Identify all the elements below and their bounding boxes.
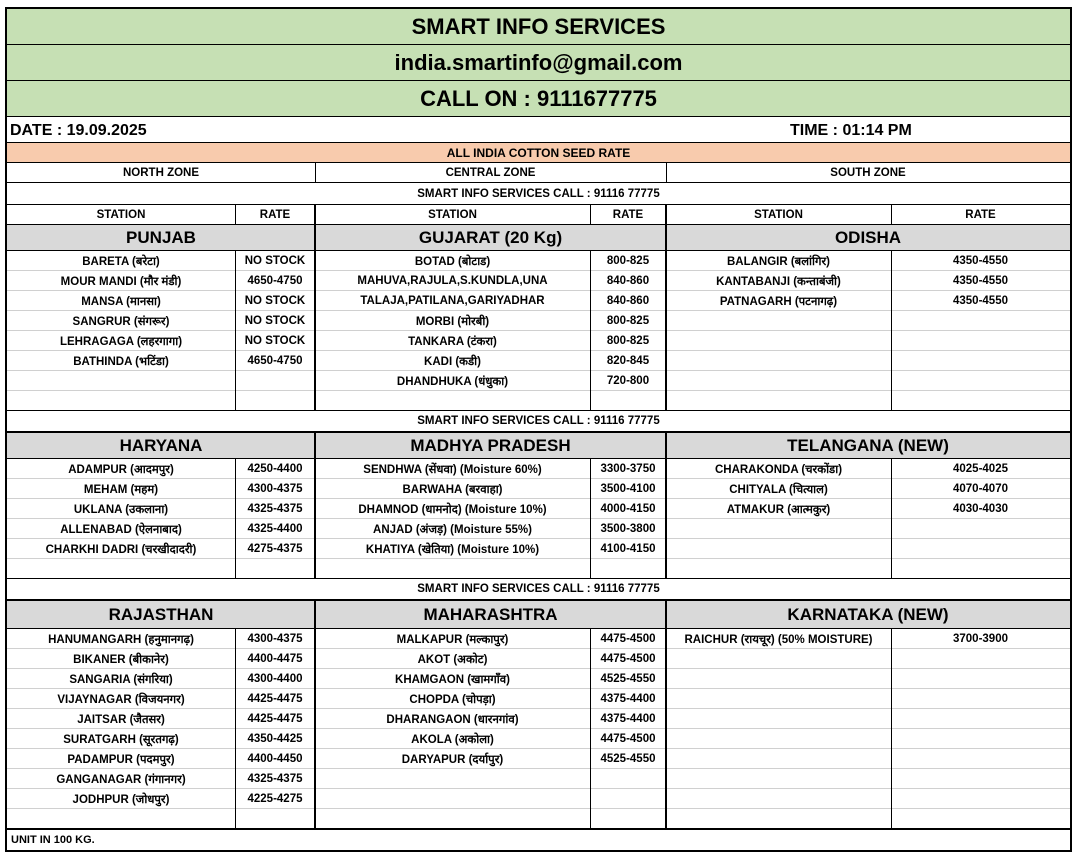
station-rate: 4350-4425 [247, 733, 303, 745]
station-rate: 4425-4475 [247, 693, 303, 705]
station-name: JODHPUR (जोधपुर) [72, 793, 170, 806]
station-name: BATHINDA (भटिंडा) [73, 355, 169, 368]
zone-header: CENTRAL ZONE [315, 163, 666, 183]
station-name: CHOPDA (चोपड़ा) [409, 693, 496, 706]
contact-line: SMART INFO SERVICES CALL : 91116 77775 [7, 411, 1070, 433]
station-name: TALAJA,PATILANA,GARIYADHAR [360, 295, 545, 307]
station-column-header: STATION [666, 205, 891, 225]
station-rate: 720-800 [606, 375, 650, 387]
station-name: JAITSAR (जैतसर) [77, 713, 165, 726]
station-rate: 4025-4025 [953, 463, 1008, 475]
station-rate: 4300-4375 [247, 483, 303, 495]
station-rate: 3500-3800 [600, 523, 656, 535]
station-name: KHATIYA (खेतिया) (Moisture 10%) [365, 543, 540, 556]
station-rate: 4325-4375 [247, 773, 303, 785]
station-rate: 4070-4070 [953, 483, 1008, 495]
station-rate: 4300-4400 [247, 673, 303, 685]
station-rate: 4475-4500 [600, 633, 656, 645]
station-rate: 4400-4450 [247, 753, 303, 765]
station-name: MAHUVA,RAJULA,S.KUNDLA,UNA [357, 275, 548, 287]
station-name: ADAMPUR (आदमपुर) [68, 463, 174, 476]
rate-column-header: RATE [235, 205, 315, 225]
station-name: CHITYALA (चित्याल) [729, 483, 828, 496]
station-rate: 4425-4475 [247, 713, 303, 725]
date-label: DATE : 19.09.2025 [10, 122, 147, 139]
station-rate: 4225-4275 [247, 793, 303, 805]
station-name: MEHAM (महम) [83, 483, 159, 496]
station-name: SURATGARH (सूरतगढ़) [63, 733, 179, 746]
station-rate: 4100-4150 [600, 543, 656, 555]
station-rate: 4000-4150 [600, 503, 656, 515]
station-rate: 4400-4475 [247, 653, 303, 665]
station-name: DARYAPUR (दर्यापुर) [401, 753, 504, 766]
state-header: GUJARAT (20 Kg) [315, 225, 666, 251]
date-time-row [7, 117, 1070, 143]
rate-column-header: RATE [590, 205, 666, 225]
station-rate: 800-825 [606, 255, 650, 267]
station-rate: 4475-4500 [600, 653, 656, 665]
state-header: TELANGANA (NEW) [666, 433, 1070, 459]
rate-column-header: RATE [891, 205, 1070, 225]
station-rate: 3700-3900 [953, 633, 1008, 645]
station-column-header: STATION [7, 205, 235, 225]
station-rate: 4375-4400 [600, 693, 656, 705]
station-name: DHAMNOD (धामनोद) (Moisture 10%) [358, 503, 547, 516]
station-rate: 3500-4100 [600, 483, 656, 495]
station-rate: 800-825 [606, 335, 650, 347]
station-rate: NO STOCK [244, 255, 306, 267]
station-name: BARETA (बरेटा) [82, 255, 160, 268]
contact-line: SMART INFO SERVICES CALL : 91116 77775 [7, 183, 1070, 205]
station-column-header: STATION [315, 205, 590, 225]
state-header: KARNATAKA (NEW) [666, 601, 1070, 629]
station-rate: 4350-4550 [953, 255, 1008, 267]
station-name: HANUMANGARH (हनुमानगढ़) [48, 633, 194, 646]
company-title: SMART INFO SERVICES [7, 9, 1070, 45]
station-rate: 4350-4550 [953, 275, 1008, 287]
station-name: TANKARA (टंकरा) [408, 335, 497, 348]
station-name: BOTAD (बोटाड) [414, 255, 491, 268]
station-rate: 840-860 [606, 275, 650, 287]
station-name: AKOLA (अकोला) [411, 733, 494, 746]
state-header: HARYANA [7, 433, 315, 459]
rate-banner: ALL INDIA COTTON SEED RATE [7, 143, 1070, 163]
time-label: TIME : 01:14 PM [790, 122, 912, 139]
station-name: ALLENABAD (ऐलनाबाद) [60, 523, 182, 536]
station-name: VIJAYNAGAR (विजयनगर) [57, 693, 185, 706]
station-name: KADI (कडी) [424, 355, 481, 368]
station-name: ANJAD (अंजड़) (Moisture 55%) [373, 523, 532, 536]
station-name: LEHRAGAGA (लहरगागा) [59, 335, 183, 348]
station-name: BARWAHA (बरवाहा) [402, 483, 503, 496]
state-header: ODISHA [666, 225, 1070, 251]
station-name: PADAMPUR (पदमपुर) [67, 753, 175, 766]
station-rate: 4525-4550 [600, 753, 656, 765]
station-name: KHAMGAON (खामगाँव) [395, 673, 510, 686]
station-name: GANGANAGAR (गंगानगर) [56, 773, 186, 786]
station-name: CHARKHI DADRI (चरखीदादरी) [45, 543, 197, 556]
station-name: MORBI (मोरबी) [415, 315, 490, 328]
station-rate: 4300-4375 [247, 633, 303, 645]
station-rate: NO STOCK [244, 335, 306, 347]
station-rate: 4325-4400 [247, 523, 303, 535]
rate-sheet [5, 7, 1072, 852]
station-name: DHARANGAON (धारनगांव) [386, 713, 519, 726]
state-header: RAJASTHAN [7, 601, 315, 629]
zone-header: SOUTH ZONE [666, 163, 1070, 183]
station-rate: 4525-4550 [600, 673, 656, 685]
station-rate: 3300-3750 [600, 463, 656, 475]
station-name: UKLANA (उकलाना) [73, 503, 169, 516]
call-number: CALL ON : 9111677775 [7, 81, 1070, 117]
company-email: india.smartinfo@gmail.com [7, 45, 1070, 81]
state-header: MADHYA PRADESH [315, 433, 666, 459]
station-name: KANTABANJI (कन्ताबंजी) [716, 275, 841, 288]
station-rate: 4350-4550 [953, 295, 1008, 307]
station-name: ATMAKUR (आत्मकुर) [726, 503, 831, 516]
station-rate: 4030-4030 [953, 503, 1008, 515]
station-name: SANGRUR (संगरूर) [72, 315, 170, 328]
station-rate: 4475-4500 [600, 733, 656, 745]
station-name: RAICHUR (रायचूर) (50% MOISTURE) [684, 633, 873, 646]
station-rate: 4275-4375 [247, 543, 303, 555]
station-name: BIKANER (बीकानेर) [73, 653, 169, 666]
station-name: AKOT (अकोट) [417, 653, 488, 666]
station-name: PATNAGARH (पटनागढ़) [719, 295, 838, 308]
station-rate: 4650-4750 [247, 275, 303, 287]
unit-note: UNIT IN 100 KG. [11, 833, 95, 846]
station-name: DHANDHUKA (धंधुका) [396, 375, 509, 388]
station-rate: 4375-4400 [600, 713, 656, 725]
station-rate: 4250-4400 [247, 463, 303, 475]
station-name: BALANGIR (बलांगिर) [726, 255, 831, 268]
station-rate: 820-845 [606, 355, 650, 367]
zone-header: NORTH ZONE [7, 163, 315, 183]
station-rate: 4325-4375 [247, 503, 303, 515]
contact-line: SMART INFO SERVICES CALL : 91116 77775 [7, 579, 1070, 601]
station-rate: NO STOCK [244, 295, 306, 307]
station-rate: 800-825 [606, 315, 650, 327]
station-name: SANGARIA (संगरिया) [69, 673, 173, 686]
station-name: CHARAKONDA (चरकोंडा) [714, 463, 843, 476]
state-header: MAHARASHTRA [315, 601, 666, 629]
station-rate: NO STOCK [244, 315, 306, 327]
station-name: MOUR MANDI (मौर मंडी) [60, 275, 182, 288]
station-name: MALKAPUR (मल्कापुर) [396, 633, 509, 646]
station-rate: 840-860 [606, 295, 650, 307]
station-name: SENDHWA (सेंधवा) (Moisture 60%) [363, 463, 542, 476]
state-header: PUNJAB [7, 225, 315, 251]
station-name: MANSA (मानसा) [81, 295, 161, 308]
station-rate: 4650-4750 [247, 355, 303, 367]
